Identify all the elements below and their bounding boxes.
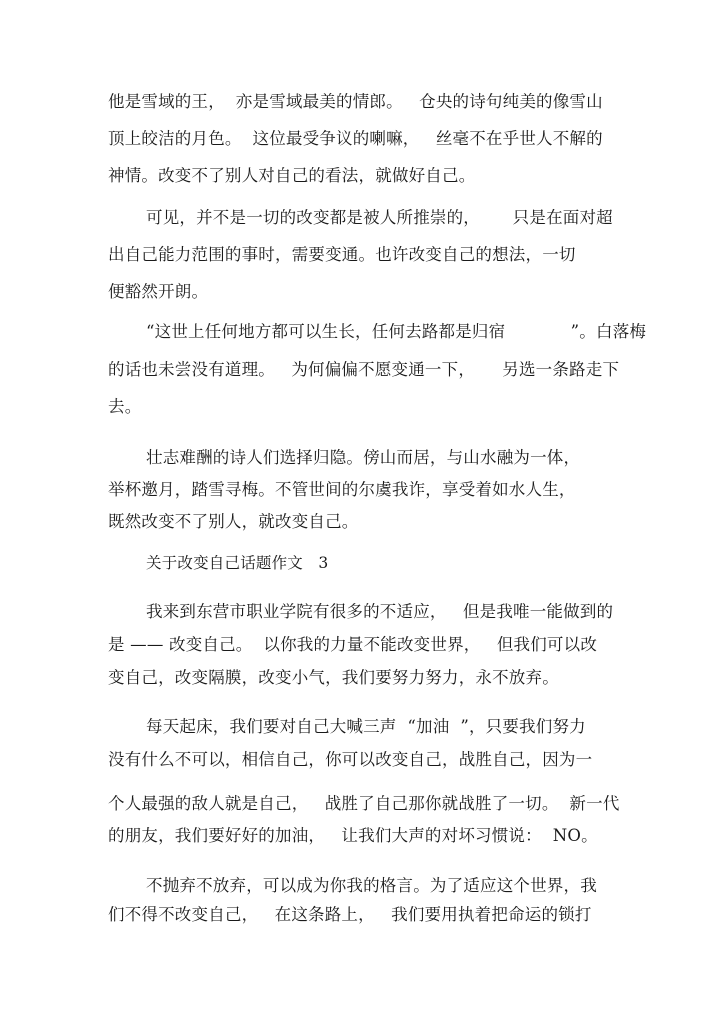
text-line: 个人最强的敌人就是自己， 战胜了自己那你就战胜了一切。 新一代 — [108, 794, 620, 813]
text-line: 去。 — [108, 397, 142, 416]
text-line: 出自己能力范围的事时，需要变通。也许改变自己的想法，一切 — [108, 245, 576, 264]
text-line: 没有什么不可以，相信自己，你可以改变自己，战胜自己，因为一 — [108, 750, 593, 769]
text-line: 可见，并不是一切的改变都是被人所推崇的， 只是在面对超 — [146, 208, 613, 227]
text-line: 不抛弃不放弃，可以成为你我的格言。为了适应这个世界，我 — [146, 876, 597, 895]
text-line: 便豁然开朗。 — [108, 282, 209, 301]
section-heading: 关于改变自己话题作文 3 — [146, 554, 329, 572]
text-line: 是 —— 改变自己。 以你我的力量不能改变世界， 但我们可以改 — [108, 635, 598, 654]
text-line: 我来到东营市职业学院有很多的不适应， 但是我唯一能做到的 — [146, 602, 614, 621]
text-line: 神情。改变不了别人对自己的看法，就做好自己。 — [108, 166, 476, 185]
text-line: 既然改变不了别人，就改变自己。 — [108, 512, 359, 531]
text-line: “这世上任何地方都可以生长，任何去路都是归宿 ”。白落梅 — [146, 322, 647, 341]
text-line: 壮志难酬的诗人们选择归隐。傍山而居，与山水融为一体， — [146, 448, 581, 467]
text-line: 的话也未尝没有道理。 为何偏偏不愿变通一下， 另选一条路走下 — [108, 360, 620, 379]
text-line: 们不得不改变自己， 在这条路上， 我们要用执着把命运的锁打 — [108, 905, 592, 924]
text-line: 变自己，改变隔膜，改变小气，我们要努力努力，永不放弃。 — [108, 668, 559, 687]
text-line: 每天起床，我们要对自己大喊三声 “加油 ”，只要我们努力 — [146, 717, 586, 736]
text-line: 的朋友，我们要好好的加油， 让我们大声的对坏习惯说： NO。 — [108, 826, 598, 845]
text-line: 顶上皎洁的月色。 这位最受争议的喇嘛， 丝毫不在乎世人不解的 — [108, 129, 603, 148]
text-line: 他是雪域的王， 亦是雪域最美的情郎。 仓央的诗句纯美的像雪山 — [108, 92, 603, 111]
text-line: 举杯邀月，踏雪寻梅。不管世间的尔虞我诈，享受着如水人生， — [108, 480, 576, 499]
